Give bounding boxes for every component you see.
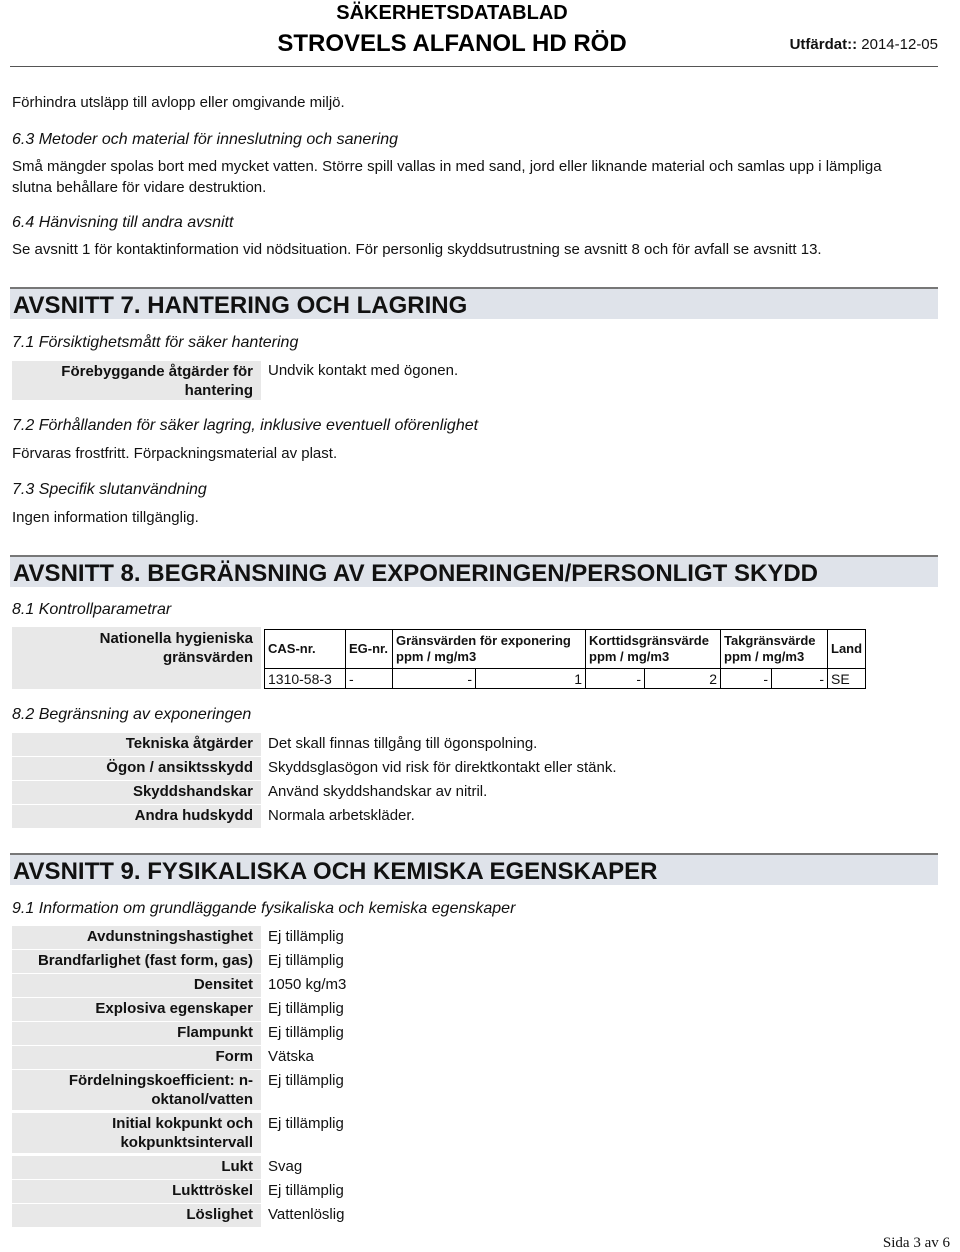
section-8-heading: AVSNITT 8. BEGRÄNSNING AV EXPONERINGEN/PERSONLIGT SKYDD	[10, 555, 938, 587]
section-7-heading: AVSNITT 7. HANTERING OCH LAGRING	[10, 287, 938, 319]
cell-land: SE	[828, 669, 866, 689]
property-value: Ej tillämplig	[268, 1182, 344, 1199]
col-header-eg: EG-nr.	[346, 630, 393, 669]
property-value: Ej tillämplig	[268, 1000, 344, 1017]
control-value: Använd skyddshandskar av nitril.	[268, 783, 488, 800]
subsection-7-1-title: 7.1 Försiktighetsmått för säker hantering	[12, 334, 299, 351]
issued-date-block	[790, 36, 938, 53]
product-name: STROVELS ALFANOL HD RÖD	[277, 30, 627, 57]
property-label: Flampunkt	[12, 1022, 261, 1045]
control-value: Det skall finnas tillgång till ögonspolning.	[268, 735, 538, 752]
property-value: Ej tillämplig	[268, 1115, 344, 1132]
cell-eg: -	[346, 669, 393, 689]
col-header-cas: CAS-nr.	[265, 630, 346, 669]
property-label	[12, 1113, 261, 1153]
property-label: Brandfarlighet (fast form, gas)	[12, 950, 261, 973]
property-label: Lukttröskel	[12, 1180, 261, 1203]
property-value: Ej tillämplig	[268, 928, 344, 945]
control-value: Skyddsglasögon vid risk för direktkontakt eller stänk.	[268, 759, 617, 776]
property-value: Ej tillämplig	[268, 952, 344, 969]
env-precaution-text: Förhindra utsläpp till avlopp eller omgivande miljö.	[12, 94, 345, 111]
property-label: Explosiva egenskaper	[12, 998, 261, 1021]
containment-text-line-1: Små mängder spolas bort med mycket vatten. Större spill vallas in med sand, jord eller liknande material och samlas upp i lämpliga	[12, 158, 882, 175]
subsection-7-2-title: 7.2 Förhållanden för säker lagring, inklusive eventuell oförenlighet	[12, 417, 479, 434]
handling-label-line-1: Förebyggande åtgärder för	[61, 363, 253, 380]
cell-exposure-mg: 1	[476, 669, 586, 689]
property-label-line-2: oktanol/vatten	[151, 1091, 253, 1108]
storage-text: Förvaras frostfritt. Förpackningsmaterial av plast.	[12, 445, 338, 462]
cell-short-mg: 2	[645, 669, 721, 689]
col-header-land: Land	[828, 630, 866, 669]
handling-measures-label	[12, 361, 261, 400]
issued-date: 2014-12-05	[861, 36, 938, 53]
control-label: Tekniska åtgärder	[12, 733, 261, 756]
col-header-ceiling	[721, 630, 828, 669]
property-label-line-1: Fördelningskoefficient: n-	[68, 1072, 253, 1089]
control-label: Ögon / ansiktsskydd	[12, 757, 261, 780]
handling-label-line-2: hantering	[184, 382, 253, 399]
property-label-line-1: Initial kokpunkt och	[112, 1115, 253, 1132]
subsection-6-3-title: 6.3 Metoder och material för inneslutning och sanering	[12, 131, 398, 148]
property-value: Svag	[268, 1158, 303, 1175]
subsection-8-1-title: 8.1 Kontrollparametrar	[12, 601, 172, 618]
property-value: Vattenlöslig	[268, 1206, 345, 1223]
short-term-header-line-2: ppm / mg/m3	[589, 649, 670, 664]
exposure-header-line-1: Gränsvärden för exponering	[396, 633, 571, 648]
cell-ceiling-mg: -	[772, 669, 828, 689]
subsection-7-3-title: 7.3 Specifik slutanvändning	[12, 481, 207, 498]
property-label: Avdunstningshastighet	[12, 926, 261, 949]
end-use-text: Ingen information tillgänglig.	[12, 509, 199, 526]
property-value: 1050 kg/m3	[268, 976, 347, 993]
col-header-exposure	[393, 630, 586, 669]
control-label: Skyddshandskar	[12, 781, 261, 804]
cell-short-ppm: -	[586, 669, 645, 689]
reference-text: Se avsnitt 1 för kontaktinformation vid nödsituation. För personlig skyddsutrustning se avsnitt 8 och för avfall se avsnitt 13.	[12, 241, 822, 258]
property-label: Lukt	[12, 1156, 261, 1179]
exposure-header-line-2: ppm / mg/m3	[396, 649, 477, 664]
subsection-8-2-title: 8.2 Begränsning av exponeringen	[12, 706, 252, 723]
col-header-short-term	[586, 630, 721, 669]
subsection-9-1-title: 9.1 Information om grundläggande fysikaliska och kemiska egenskaper	[12, 900, 516, 917]
hygiene-limits-label	[12, 627, 261, 689]
header-divider	[10, 66, 938, 67]
property-label-line-2: kokpunktsintervall	[120, 1134, 253, 1151]
property-label: Densitet	[12, 974, 261, 997]
subsection-6-4-title: 6.4 Hänvisning till andra avsnitt	[12, 214, 234, 231]
table-row	[265, 669, 866, 689]
page-number: Sida 3 av 6	[882, 1235, 950, 1251]
issued-label: Utfärdat::	[789, 36, 858, 53]
containment-text-line-2: slutna behållare för vidare destruktion.	[12, 179, 267, 196]
property-value: Vätska	[268, 1048, 314, 1065]
exposure-limits-table	[264, 629, 866, 689]
handling-measures-value: Undvik kontakt med ögonen.	[268, 362, 459, 379]
cell-cas: 1310-58-3	[265, 669, 346, 689]
cell-ceiling-ppm: -	[721, 669, 772, 689]
ceiling-header-line-1: Takgränsvärde	[724, 633, 816, 648]
short-term-header-line-1: Korttidsgränsvärde	[589, 633, 709, 648]
document-type: SÄKERHETSDATABLAD	[336, 2, 568, 24]
control-label: Andra hudskydd	[12, 805, 261, 828]
ceiling-header-line-2: ppm / mg/m3	[724, 649, 805, 664]
section-9-heading: AVSNITT 9. FYSIKALISKA OCH KEMISKA EGENSKAPER	[10, 853, 938, 885]
limits-label-line-1: Nationella hygieniska	[99, 630, 253, 647]
limits-label-line-2: gränsvärden	[162, 649, 253, 666]
property-value: Ej tillämplig	[268, 1024, 344, 1041]
property-label: Löslighet	[12, 1204, 261, 1227]
cell-exposure-ppm: -	[393, 669, 476, 689]
control-value: Normala arbetskläder.	[268, 807, 415, 824]
property-label: Form	[12, 1046, 261, 1069]
property-value: Ej tillämplig	[268, 1072, 344, 1089]
property-label	[12, 1070, 261, 1110]
